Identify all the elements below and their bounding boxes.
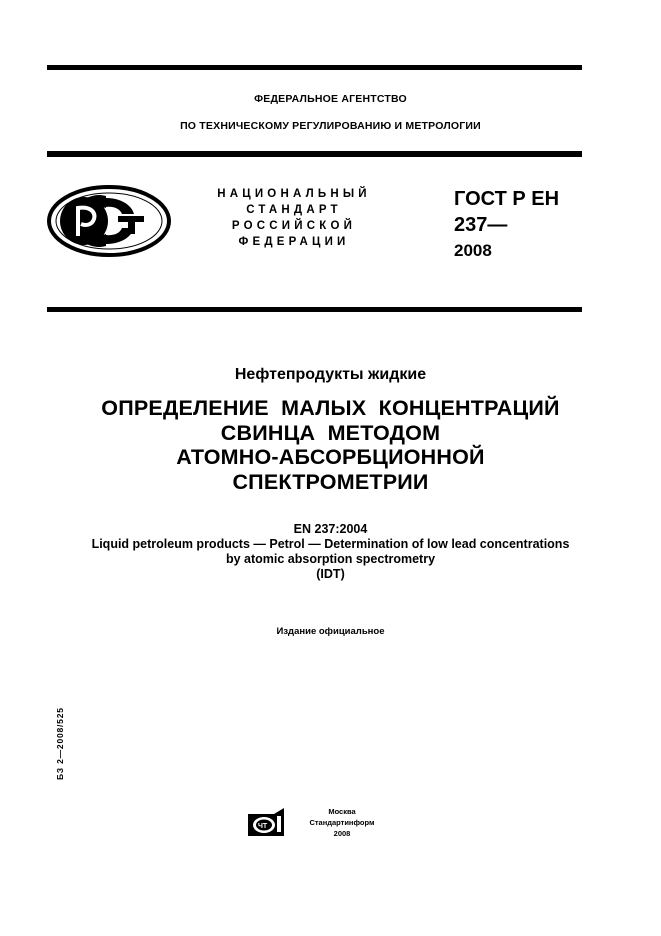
designation-line-2: 237— (454, 214, 508, 236)
en-reference: EN 237:2004 (293, 522, 368, 536)
title-line: СПЕКТРОМЕТРИИ (232, 469, 429, 494)
publisher-city: Москва (328, 807, 356, 816)
top-rule (47, 65, 582, 70)
agency-line-2: ПО ТЕХНИЧЕСКОМУ РЕГУЛИРОВАНИЮ И МЕТРОЛОГИИ (180, 120, 481, 132)
national-standard-line: СТАНДАРТ (246, 204, 342, 216)
designation-line-1: ГОСТ Р ЕН (454, 188, 560, 210)
standard-designation (454, 186, 559, 264)
title-line: ОПРЕДЕЛЕНИЕ МАЛЫХ КОНЦЕНТРАЦИЙ (101, 396, 560, 420)
agency-line-1: ФЕДЕРАЛЬНОЕ АГЕНТСТВО (254, 93, 407, 105)
edition-note: Издание официальное (276, 626, 385, 637)
national-standard-line: РОССИЙСКОЙ (231, 220, 357, 232)
title-line: АТОМНО-АБСОРБЦИОННОЙ (176, 445, 485, 469)
standartinform-logo-icon (246, 806, 286, 838)
title-line: СВИНЦА МЕТОДОМ (220, 420, 441, 445)
svg-text:ЧТ: ЧТ (258, 823, 268, 830)
en-title-line-1: Liquid petroleum products — Petrol — Determination of low lead concentrations (91, 537, 570, 551)
en-title-line-2: by atomic absorption spectrometry (225, 552, 436, 566)
national-standard-line: ФЕДЕРАЦИИ (238, 236, 350, 248)
national-standard-line: НАЦИОНАЛЬНЫЙ (217, 188, 371, 200)
agency-rule (47, 151, 582, 157)
publisher-name: Стандартинформ (309, 818, 375, 827)
gost-r-certification-mark-icon (46, 184, 172, 258)
national-standard-label (196, 186, 392, 250)
publisher-year: 2008 (333, 829, 351, 838)
side-identifier: БЗ 2—2008/525 (55, 707, 65, 780)
publisher-imprint (292, 806, 392, 839)
equivalence-degree: (IDT) (316, 567, 345, 581)
document-title (0, 396, 661, 494)
header-bottom-rule (47, 307, 582, 312)
designation-year: 2008 (454, 241, 492, 260)
english-reference-block (0, 522, 661, 582)
document-subtitle: Нефтепродукты жидкие (234, 366, 427, 383)
